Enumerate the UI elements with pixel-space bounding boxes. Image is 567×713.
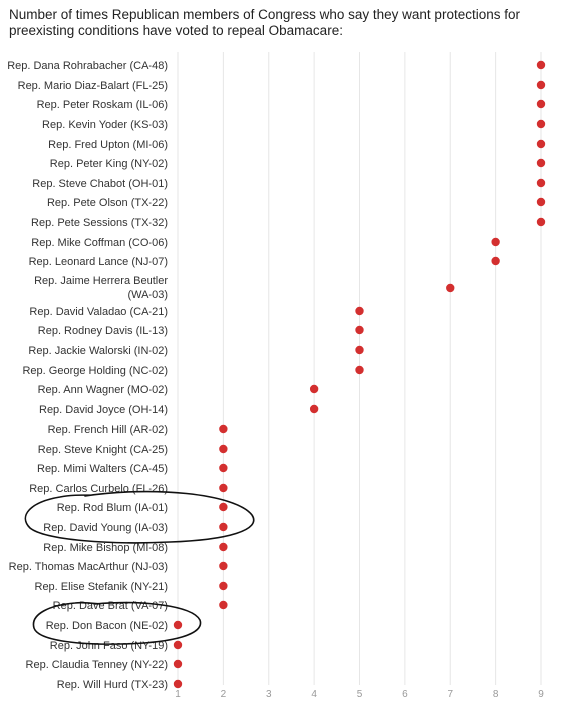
row-label: Rep. Don Bacon (NE-02) — [45, 620, 168, 632]
data-point — [219, 601, 227, 609]
data-point — [174, 680, 182, 688]
row-label: Rep. Thomas MacArthur (NJ-03) — [8, 561, 168, 573]
row-label: Rep. Peter Roskam (IL-06) — [36, 99, 168, 111]
data-point — [219, 445, 227, 453]
data-point — [355, 326, 363, 334]
row-label: Rep. Rodney Davis (IL-13) — [37, 325, 168, 337]
row-label: Rep. Carlos Curbelo (FL-26) — [29, 483, 168, 495]
data-point — [537, 159, 545, 167]
row-label: Rep. Ann Wagner (MO-02) — [37, 384, 168, 396]
x-tick-label: 7 — [447, 689, 454, 700]
row-label: Rep. Mike Bishop (MI-08) — [43, 542, 168, 554]
row-label: Rep. Peter King (NY-02) — [49, 158, 168, 170]
data-point — [537, 140, 545, 148]
data-point — [219, 503, 227, 511]
row-label: Rep. Leonard Lance (NJ-07) — [28, 256, 168, 268]
row-label: Rep. Kevin Yoder (KS-03) — [42, 119, 168, 131]
data-point — [355, 307, 363, 315]
data-point — [310, 405, 318, 413]
row-label: Rep. John Faso (NY-19) — [49, 640, 168, 652]
data-point — [537, 81, 545, 89]
x-tick-label: 8 — [492, 689, 499, 700]
data-point — [219, 464, 227, 472]
row-label: Rep. Mike Coffman (CO-06) — [31, 237, 168, 249]
row-label: Rep. Dave Brat (VA-07) — [52, 600, 168, 612]
x-tick-label: 4 — [311, 689, 317, 700]
data-point — [219, 543, 227, 551]
chart-title: Number of times Republican members of Congress who say they want protections for preexisting conditions have voted to repeal Obamacare: — [9, 7, 520, 38]
row-label: Rep. Will Hurd (TX-23) — [56, 679, 168, 691]
data-point — [537, 198, 545, 206]
data-point — [219, 484, 227, 492]
row-label: Rep. Jaime Herrera Beutler (WA-03) — [34, 275, 168, 301]
data-point — [219, 523, 227, 531]
data-point — [537, 120, 545, 128]
x-axis-ticks — [175, 689, 544, 700]
x-tick-label: 3 — [265, 689, 272, 700]
row-label: Rep. French Hill (AR-02) — [47, 424, 168, 436]
data-point — [219, 562, 227, 570]
row-label: Rep. David Young (IA-03) — [43, 522, 168, 534]
row-label: Rep. Pete Sessions (TX-32) — [31, 217, 168, 229]
row-label: Rep. Fred Upton (MI-06) — [48, 139, 168, 151]
data-point — [355, 346, 363, 354]
data-point — [537, 61, 545, 69]
x-tick-label: 6 — [402, 689, 408, 700]
x-tick-label: 2 — [220, 689, 227, 700]
hand-drawn-circle-blum-young — [25, 492, 253, 543]
row-label: Rep. David Valadao (CA-21) — [29, 306, 168, 318]
data-point — [491, 257, 499, 265]
data-point — [355, 366, 363, 374]
row-label: Rep. David Joyce (OH-14) — [39, 404, 168, 416]
row-label: Rep. Claudia Tenney (NY-22) — [25, 659, 168, 671]
data-point — [310, 385, 318, 393]
row-label: Rep. Steve Knight (CA-25) — [37, 444, 168, 456]
row-label: Rep. George Holding (NC-02) — [22, 365, 168, 377]
data-point — [174, 641, 182, 649]
data-point — [174, 621, 182, 629]
row-label: Rep. Jackie Walorski (IN-02) — [28, 345, 168, 357]
data-point — [219, 425, 227, 433]
row-label: Rep. Pete Olson (TX-22) — [46, 197, 168, 209]
data-point — [491, 238, 499, 246]
data-point — [537, 218, 545, 226]
row-label: Rep. Mario Diaz-Balart (FL-25) — [17, 80, 168, 92]
row-label: Rep. Elise Stefanik (NY-21) — [34, 581, 168, 593]
row-label: Rep. Rod Blum (IA-01) — [56, 502, 168, 514]
data-point — [174, 660, 182, 668]
data-point — [446, 284, 454, 292]
x-tick-label: 9 — [538, 689, 544, 700]
row-label: Rep. Dana Rohrabacher (CA-48) — [7, 60, 168, 72]
row-label: Rep. Steve Chabot (OH-01) — [32, 178, 168, 190]
row-labels — [7, 60, 168, 691]
data-point — [537, 179, 545, 187]
x-tick-label: 5 — [356, 689, 363, 700]
row-label: Rep. Mimi Walters (CA-45) — [37, 463, 168, 475]
data-point — [219, 582, 227, 590]
x-tick-label: 1 — [175, 689, 181, 700]
data-point — [537, 100, 545, 108]
